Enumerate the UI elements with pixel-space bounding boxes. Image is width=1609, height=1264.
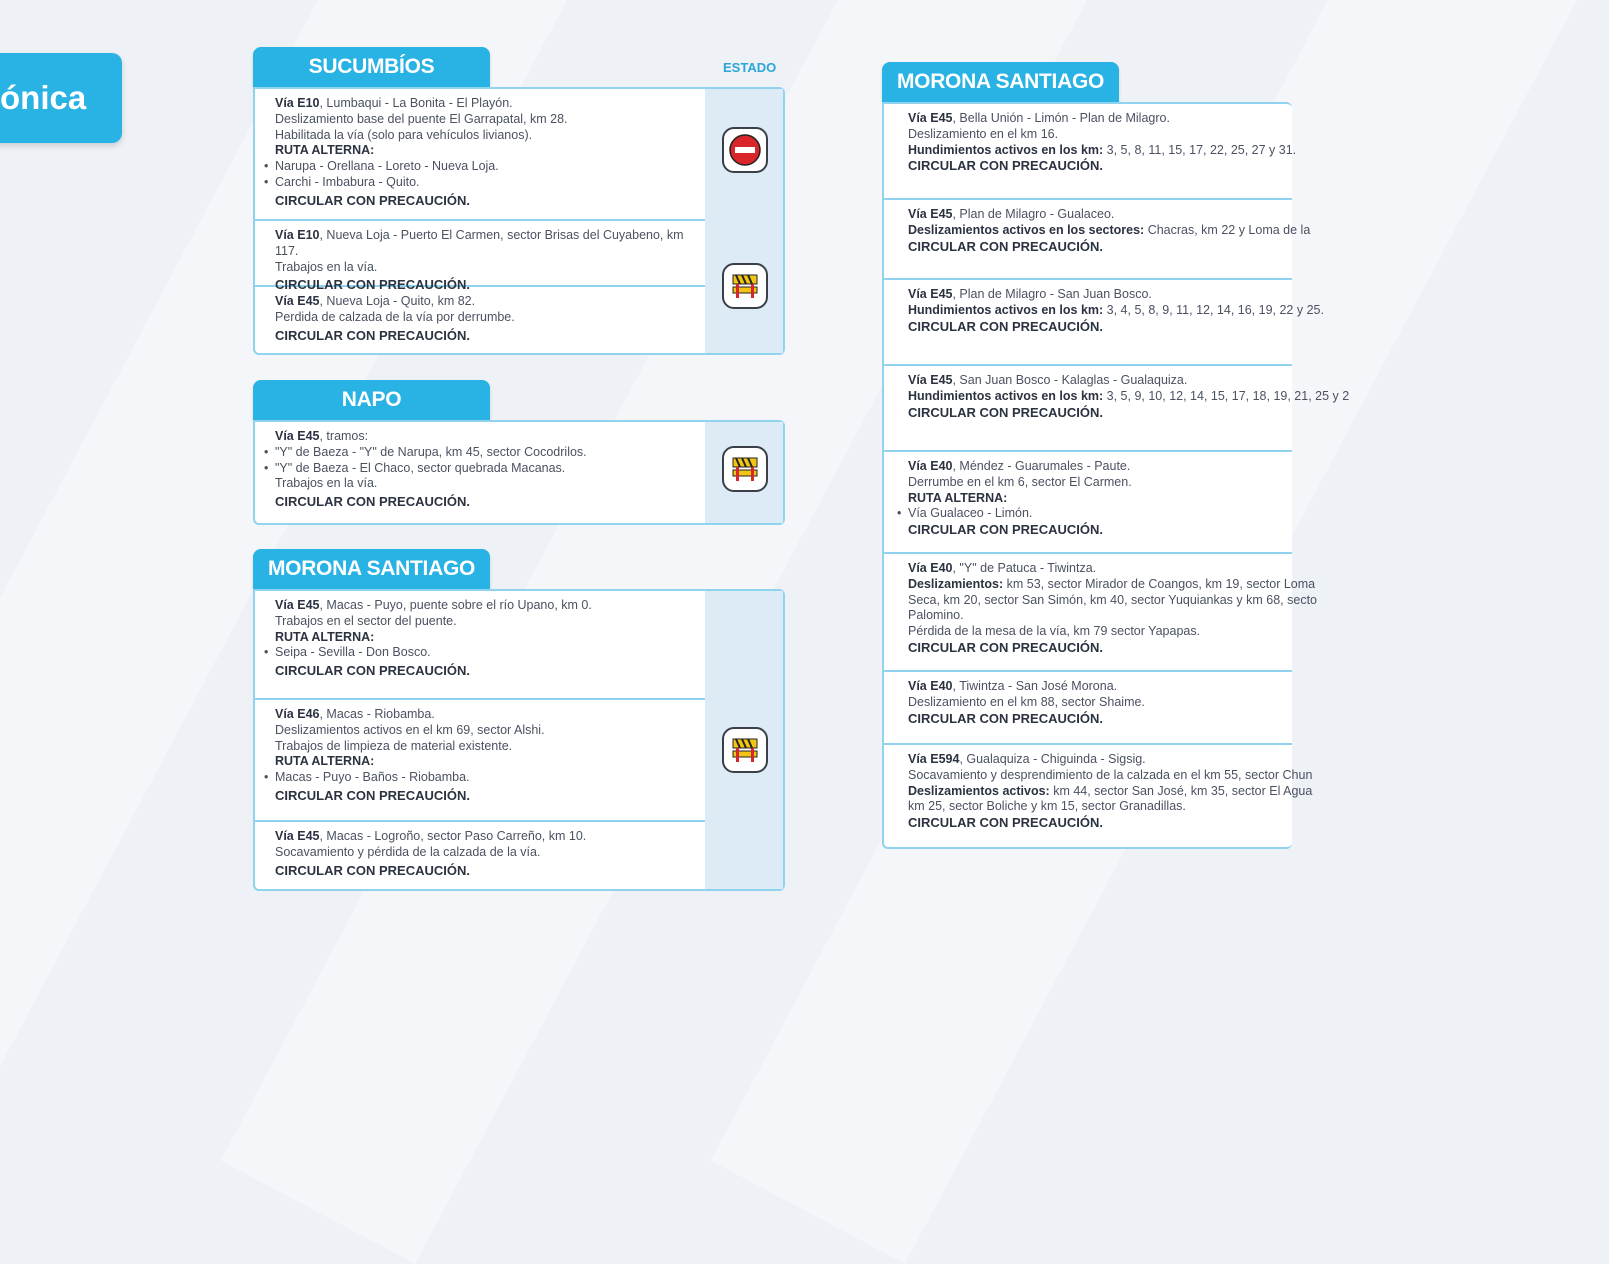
via-code: Vía E40 <box>908 561 953 575</box>
via-code: Vía E46 <box>275 707 320 721</box>
via-code: Vía E40 <box>908 679 953 693</box>
detail-bold: Deslizamientos activos en los sectores: <box>908 222 1145 237</box>
estado-label: ESTADO <box>723 60 777 75</box>
road-work-barrier-icon <box>722 727 768 773</box>
alt-route-label: RUTA ALTERNA: <box>275 754 375 769</box>
segment-item: • "Y" de Baeza - El Chaco, sector quebrada Macanas. <box>275 461 705 477</box>
detail-line: Trabajos en la vía. <box>275 476 378 491</box>
detail-line: Pérdida de la mesa de la vía, km 79 sector Yapapas. <box>908 624 1201 639</box>
caution-text: CIRCULAR CON PRECAUCIÓN. <box>275 277 470 293</box>
caution-text: CIRCULAR CON PRECAUCIÓN. <box>908 404 1103 420</box>
alt-route-item: • Seipa - Sevilla - Don Bosco. <box>275 645 705 661</box>
detail-line: km 25, sector Boliche y km 15, sector Granadillas. <box>908 799 1186 814</box>
route-text: , Bella Unión - Limón - Plan de Milagro. <box>952 111 1170 125</box>
caution-text: CIRCULAR CON PRECAUCIÓN. <box>908 639 1103 655</box>
detail-line: Deslizamientos activos en el km 69, sector Alshi. <box>275 722 545 737</box>
route-text: , Macas - Riobamba. <box>319 707 435 721</box>
route-text: , "Y" de Patuca - Tiwintza. <box>952 561 1097 575</box>
route-text: , Gualaquiza - Chiguinda - Sigsig. <box>959 752 1146 766</box>
alt-route-item: • Narupa - Orellana - Loreto - Nueva Loja. <box>275 159 705 175</box>
alt-route-item: • Macas - Puyo - Baños - Riobamba. <box>275 770 705 786</box>
alt-route-label: RUTA ALTERNA: <box>275 629 375 644</box>
via-code: Vía E45 <box>275 598 320 612</box>
caution-text: CIRCULAR CON PRECAUCIÓN. <box>908 815 1103 831</box>
caution-text: CIRCULAR CON PRECAUCIÓN. <box>908 710 1103 726</box>
route-text: , Macas - Puyo, puente sobre el río Upano, km 0. <box>319 598 592 612</box>
road-work-barrier-icon <box>722 446 768 492</box>
detail-line: 3, 4, 5, 8, 9, 11, 12, 14, 16, 19, 22 y 25. <box>1103 302 1324 317</box>
caution-text: CIRCULAR CON PRECAUCIÓN. <box>908 158 1103 174</box>
detail-bold: Deslizamientos: <box>908 576 1004 591</box>
card-napo <box>253 420 785 525</box>
card-morona-santiago-2 <box>882 102 1350 849</box>
caution-text: CIRCULAR CON PRECAUCIÓN. <box>275 494 470 510</box>
via-code: Vía E40 <box>908 459 953 473</box>
detail-bold: Deslizamientos activos: <box>908 783 1050 798</box>
section-title-morona-santiago-2: MORONA SANTIAGO <box>882 62 1119 102</box>
via-code: Vía E10 <box>275 96 320 110</box>
road-entry <box>884 745 1313 847</box>
road-entry <box>255 700 705 822</box>
via-code: Vía E45 <box>275 829 320 843</box>
caution-text: CIRCULAR CON PRECAUCIÓN. <box>275 862 470 878</box>
road-entry <box>884 452 1292 554</box>
via-code: Vía E45 <box>908 287 953 301</box>
detail-line: Socavamiento y pérdida de la calzada de la vía. <box>275 844 541 859</box>
detail-line: Seca, km 20, sector San Simón, km 40, sector Yuquiankas y km 68, secto <box>908 592 1317 607</box>
alt-route-label: RUTA ALTERNA: <box>275 143 375 158</box>
detail-line: Trabajos en la vía. <box>275 259 378 274</box>
caution-text: CIRCULAR CON PRECAUCIÓN. <box>275 787 470 803</box>
caution-text: CIRCULAR CON PRECAUCIÓN. <box>275 327 470 343</box>
detail-line: km 44, sector San José, km 35, sector El Agua <box>1049 783 1313 798</box>
detail-bold: Hundimientos activos en los km: <box>908 302 1104 317</box>
road-entry <box>255 221 705 293</box>
via-code: Vía E45 <box>275 294 320 308</box>
detail-line: Deslizamiento en el km 16. <box>908 126 1059 141</box>
route-text: , Plan de Milagro - Gualaceo. <box>952 207 1115 221</box>
section-title-morona-santiago: MORONA SANTIAGO <box>253 549 490 589</box>
card-morona-santiago <box>253 589 785 891</box>
detail-line: km 53, sector Mirador de Coangos, km 19, sector Loma <box>1003 576 1316 591</box>
route-text: , Lumbaqui - La Bonita - El Playón. <box>319 96 513 110</box>
road-entry <box>884 280 1324 366</box>
detail-line: Socavamiento y desprendimiento de la calzada en el km 55, sector Chun <box>908 767 1313 782</box>
route-text: , Tiwintza - San José Morona. <box>952 679 1118 693</box>
route-text: , tramos: <box>319 429 369 443</box>
detail-line: Trabajos de limpieza de material existente. <box>275 738 513 753</box>
caution-text: CIRCULAR CON PRECAUCIÓN. <box>908 522 1103 538</box>
detail-bold: Hundimientos activos en los km: <box>908 142 1104 157</box>
road-entry <box>255 287 705 353</box>
region-tab[interactable] <box>0 53 122 143</box>
detail-line: Habilitada la vía (solo para vehículos livianos). <box>275 127 533 142</box>
via-code: Vía E45 <box>908 111 953 125</box>
via-code: Vía E45 <box>908 373 953 387</box>
road-entry <box>884 554 1317 672</box>
road-entry <box>884 672 1292 745</box>
detail-line: Perdida de calzada de la vía por derrumbe. <box>275 309 515 324</box>
road-entry <box>884 366 1350 452</box>
road-entry <box>255 822 705 892</box>
section-title-sucumbios: SUCUMBÍOS <box>253 47 490 87</box>
alt-route-label: RUTA ALTERNA: <box>908 490 1008 505</box>
card-sucumbios <box>253 87 785 355</box>
road-entry <box>255 89 705 221</box>
route-text: , Nueva Loja - Puerto El Carmen, sector Brisas del Cuyabeno, km 117. <box>275 228 684 258</box>
detail-line: Chacras, km 22 y Loma de la <box>1144 222 1311 237</box>
route-text: , Nueva Loja - Quito, km 82. <box>319 294 476 308</box>
via-code: Vía E10 <box>275 228 320 242</box>
detail-line: Derrumbe en el km 6, sector El Carmen. <box>908 474 1132 489</box>
road-closed-icon <box>722 127 768 173</box>
via-code: Vía E45 <box>275 429 320 443</box>
route-text: , Méndez - Guarumales - Paute. <box>952 459 1131 473</box>
via-code: Vía E45 <box>908 207 953 221</box>
detail-line: Deslizamiento en el km 88, sector Shaime. <box>908 694 1145 709</box>
alt-route-item: • Carchi - Imbabura - Quito. <box>275 175 705 191</box>
region-tab-label: ónica <box>0 79 87 116</box>
detail-line: Deslizamiento base del puente El Garrapatal, km 28. <box>275 111 568 126</box>
road-entry <box>884 200 1311 280</box>
via-code: Vía E594 <box>908 752 960 766</box>
segment-item: • "Y" de Baeza - "Y" de Narupa, km 45, sector Cocodrilos. <box>275 445 705 461</box>
detail-line: Trabajos en el sector del puente. <box>275 613 457 628</box>
road-work-barrier-icon <box>722 263 768 309</box>
route-text: , Plan de Milagro - San Juan Bosco. <box>952 287 1152 301</box>
caution-text: CIRCULAR CON PRECAUCIÓN. <box>275 192 470 208</box>
caution-text: CIRCULAR CON PRECAUCIÓN. <box>908 318 1103 334</box>
detail-bold: Hundimientos activos en los km: <box>908 388 1104 403</box>
caution-text: CIRCULAR CON PRECAUCIÓN. <box>275 663 470 679</box>
road-entry <box>255 422 705 523</box>
detail-line: Palomino. <box>908 608 964 623</box>
detail-line: 3, 5, 8, 11, 15, 17, 22, 25, 27 y 31. <box>1103 142 1297 157</box>
road-entry <box>884 104 1297 200</box>
route-text: , Macas - Logroño, sector Paso Carreño, km 10. <box>319 829 587 843</box>
caution-text: CIRCULAR CON PRECAUCIÓN. <box>908 238 1103 254</box>
detail-line: 3, 5, 9, 10, 12, 14, 15, 17, 18, 19, 21, 25 y 2 <box>1103 388 1350 403</box>
route-text: , San Juan Bosco - Kalaglas - Gualaquiza. <box>952 373 1188 387</box>
alt-route-item: • Vía Gualaceo - Limón. <box>908 506 1292 522</box>
section-title-napo: NAPO <box>253 380 490 420</box>
road-entry <box>255 591 705 700</box>
